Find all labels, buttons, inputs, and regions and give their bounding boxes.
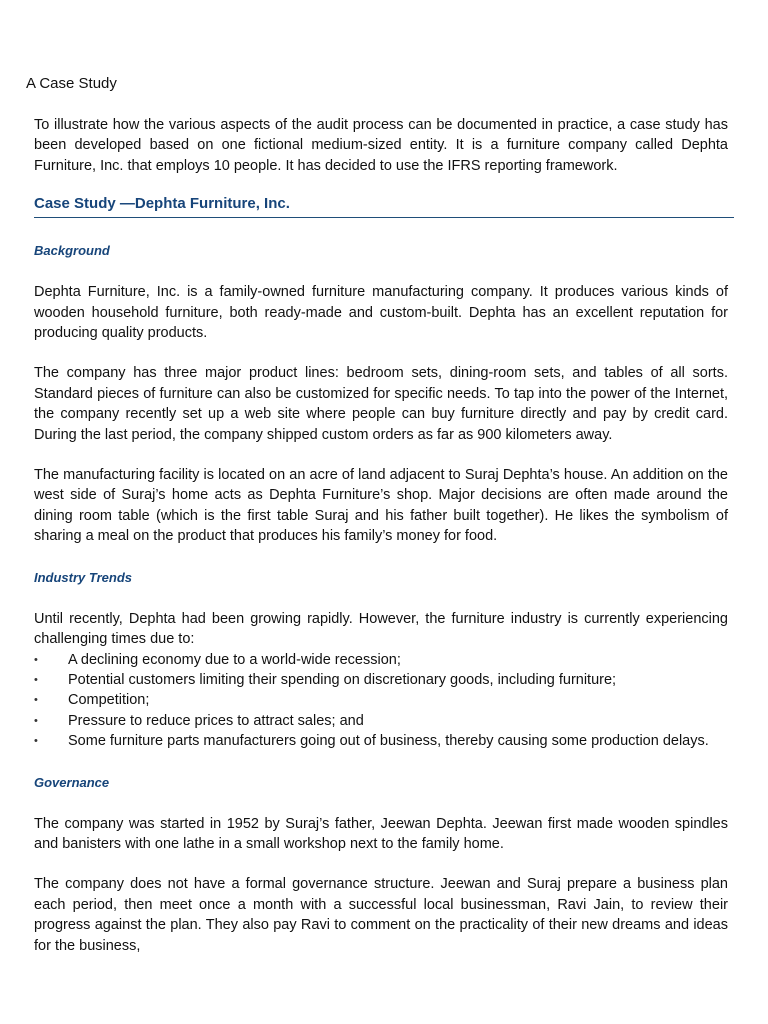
bullet-icon: •: [34, 673, 38, 686]
list-item-text: Competition;: [68, 692, 150, 709]
background-paragraph-2: The company has three major product lines: bedroom sets, dining-room sets, and tables of all sorts. Standard pieces of furniture can also be customized for specific needs. To tap into the power of the Internet, the company recently set up a web site where people can buy furniture directly and pay by credit card. During the last period, the company shipped custom orders as far as 900 kilometers away.: [34, 365, 728, 443]
governance-paragraph-2: The company does not have a formal governance structure. Jeewan and Suraj prepare a business plan each period, then meet once a month with a successful local businessman, Ravi Jain, to review their progress against the plan. They also pay Ravi to comment on the practicality of their new dreams and ideas for the business,: [34, 876, 728, 954]
list-item: [34, 650, 728, 670]
industry-trends-list: [34, 650, 728, 752]
background-paragraph-3: The manufacturing facility is located on an acre of land adjacent to Suraj Dephta’s house. An addition on the west side of Suraj’s home acts as Dephta Furniture’s shop. Major decisions are often made around the dining room table (which is the first table Suraj and his father built together). He likes the symbolism of sharing a meal on the product that produces his family’s money for food.: [34, 467, 728, 545]
background-heading: Background: [34, 243, 110, 259]
list-item: [34, 670, 728, 690]
bullet-icon: •: [34, 653, 38, 666]
bullet-icon: •: [34, 694, 38, 707]
list-item: [34, 711, 728, 731]
background-paragraph-1: Dephta Furniture, Inc. is a family-owned furniture manufacturing company. It produces various kinds of wooden household furniture, both ready-made and custom-built. Dephta has an excellent reputation for producing quality products.: [34, 284, 728, 342]
list-item-text: A declining economy due to a world-wide recession;: [68, 651, 401, 668]
intro-paragraph: To illustrate how the various aspects of the audit process can be documented in practice, a case study has been developed based on one fictional medium-sized entity. It is a furniture company called Dephta Furniture, Inc. that employs 10 people. It has decided to use the IFRS reporting framework.: [34, 117, 728, 174]
governance-heading: Governance: [34, 774, 110, 790]
list-item-text: Potential customers limiting their spending on discretionary goods, including furniture;: [68, 671, 617, 688]
case-study-title: Case Study —Dephta Furniture, Inc.: [34, 195, 734, 218]
industry-trends-intro: Until recently, Dephta had been growing rapidly. However, the furniture industry is currently experiencing challenging times due to:: [34, 610, 728, 648]
industry-trends-heading: Industry Trends: [34, 569, 133, 585]
document-body: [34, 115, 728, 956]
list-item-text: Some furniture parts manufacturers going out of business, thereby causing some production delays.: [68, 733, 709, 750]
list-item: [34, 690, 728, 710]
list-item-text: Pressure to reduce prices to attract sales; and: [68, 712, 364, 729]
bullet-icon: •: [34, 735, 38, 748]
bullet-icon: •: [34, 714, 38, 727]
list-item: [34, 731, 728, 751]
page-heading: A Case Study: [26, 75, 117, 92]
governance-paragraph-1: The company was started in 1952 by Suraj’s father, Jeewan Dephta. Jeewan first made wooden spindles and banisters with one lathe in a small workshop next to the family home.: [34, 815, 728, 852]
